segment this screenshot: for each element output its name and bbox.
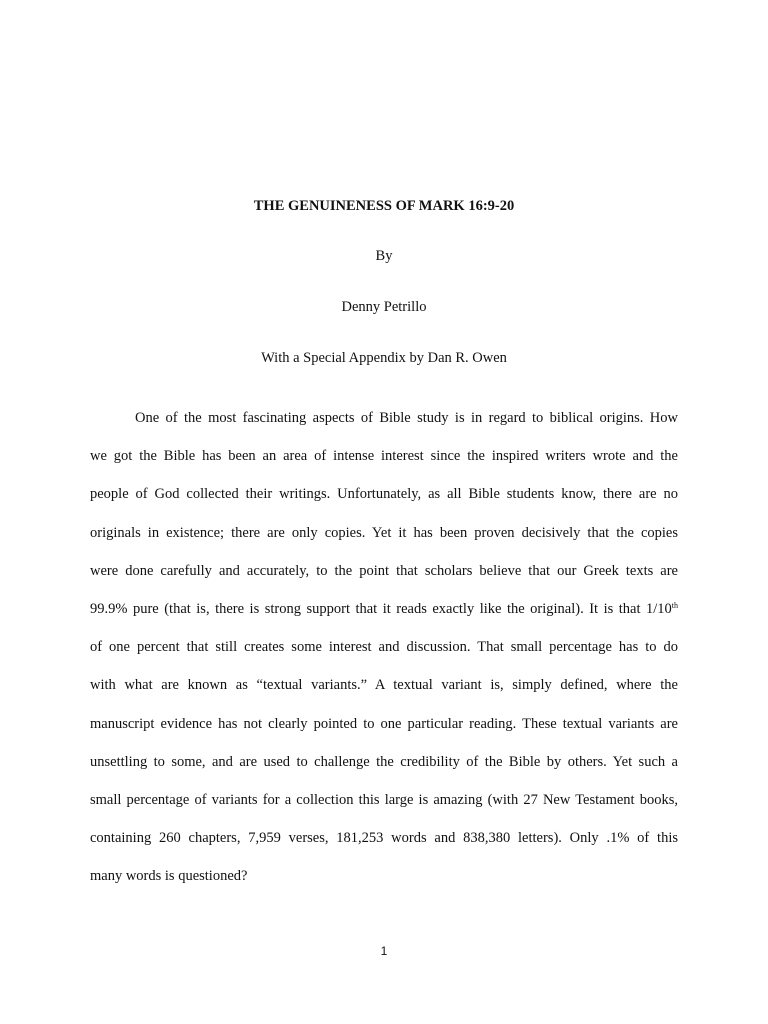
paragraph-line: One of the most fascinating aspects of Bible study is in regard to biblical origins. How xyxy=(135,410,678,426)
page-number: 1 xyxy=(380,944,388,958)
author-name: Denny Petrillo xyxy=(341,299,427,315)
paragraph-line: were done carefully and accurately, to the point that scholars believe that our Greek texts are xyxy=(90,562,678,579)
superscript-th: th xyxy=(671,600,678,610)
paragraph-line: manuscript evidence has not clearly pointed to one particular reading. These textual variants are xyxy=(90,715,678,732)
paragraph-line: people of God collected their writings. Unfortunately, as all Bible students know, there are no xyxy=(90,486,678,503)
paragraph-line: unsettling to some, and are used to challenge the credibility of the Bible by others. Yet such a xyxy=(90,753,678,770)
byline-label: By xyxy=(375,248,393,264)
body-paragraph xyxy=(90,399,678,895)
paragraph-line: with what are known as “textual variants.” A textual variant is, simply defined, where the xyxy=(90,677,678,694)
paragraph-line-with-superscript xyxy=(90,590,678,628)
paragraph-line: many words is questioned? xyxy=(90,868,248,885)
document-title: THE GENUINENESS OF MARK 16:9-20 xyxy=(253,198,515,214)
paragraph-line: containing 260 chapters, 7,959 verses, 181,253 words and 838,380 letters). Only .1% of this xyxy=(90,830,678,847)
paragraph-line: of one percent that still creates some interest and discussion. That small percentage has to do xyxy=(90,639,678,656)
paragraph-line: we got the Bible has been an area of intense interest since the inspired writers wrote and the xyxy=(90,448,678,465)
paragraph-line: originals in existence; there are only copies. Yet it has been proven decisively that the copies xyxy=(90,524,678,541)
appendix-note: With a Special Appendix by Dan R. Owen xyxy=(261,350,507,366)
paragraph-line: small percentage of variants for a collection this large is amazing (with 27 New Testament books, xyxy=(90,791,678,808)
paragraph-line-text: 99.9% pure (that is, there is strong support that it reads exactly like the original). It is that 1/10 xyxy=(90,600,672,617)
